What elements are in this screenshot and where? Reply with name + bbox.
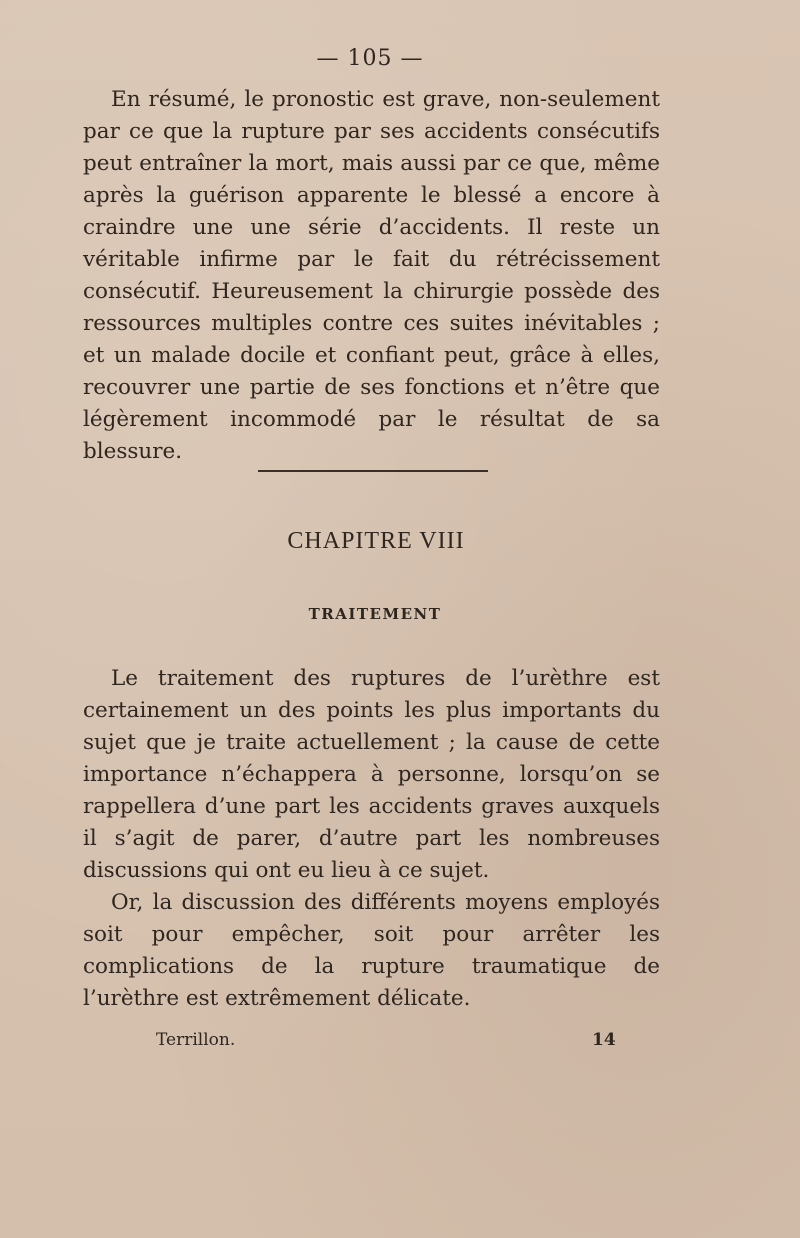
paragraph-prognosis-summary: En résumé, le pronostic est grave, non-seulement par ce que la rupture par ses accidents consécutifs peut entraîner la mort, mais aussi par ce que, même après la guérison apparente le blessé a encore à craindre une une série d’accidents. Il reste un véritable infirme par le fait du rétrécissement consécutif. Heureusement la chirurgie possède des ressources multiples contre ces suites inévitables ; et un malade docile et confiant peut, grâce à elles, recouvrer une partie de ses fonctions et n’être que légèrement incommodé par le résultat de sa blessure.: [83, 87, 660, 464]
chapter-title: CHAPITRE VIII: [287, 528, 465, 554]
page-number: — 105 —: [316, 46, 424, 71]
section-title: TRAITEMENT: [308, 605, 442, 623]
footer-sheet-number: 14: [592, 1030, 616, 1050]
paragraph-treatment-discussion: Or, la discussion des différents moyens employés soit pour empêcher, soit pour arrêter les complications de la rupture traumatique de l’urèthre est extrêmement délicate.: [83, 890, 660, 1011]
footer-author: Terrillon.: [156, 1030, 236, 1050]
paragraph-treatment-intro: Le traitement des ruptures de l’urèthre est certainement un des points les plus importants du sujet que je traite actuellement ; la cause de cette importance n’échappera à personne, lorsqu’on se rappellera d’une part les accidents graves auxquels il s’agit de parer, d’autre part les nombreuses discussions qui ont eu lieu à ce sujet.: [83, 666, 660, 883]
section-divider: [258, 470, 488, 472]
chapter-body: [83, 663, 660, 1015]
